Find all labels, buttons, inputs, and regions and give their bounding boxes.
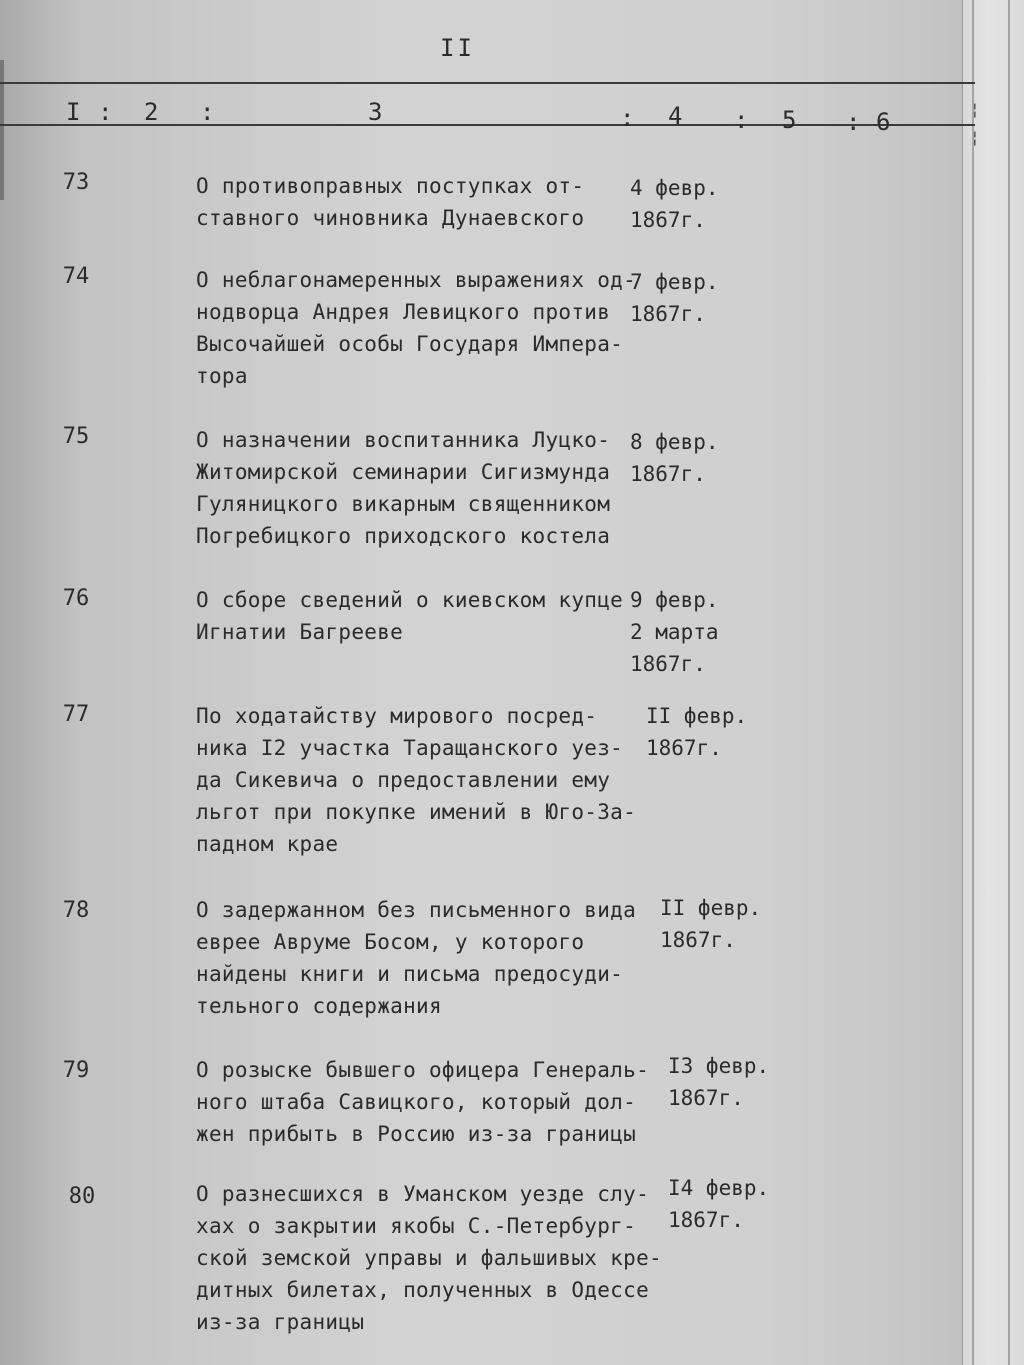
date-line: I3 февр. — [668, 1054, 770, 1078]
entry-line: ставного чиновника Дунаевского — [196, 206, 585, 230]
date-line: 1867г. — [630, 208, 706, 232]
entry-line: да Сикевича о предоставлении ему — [196, 768, 611, 792]
entry-description — [196, 264, 636, 392]
entry-date — [630, 584, 719, 680]
entry-date — [668, 1050, 769, 1114]
entry-line: дитных билетах, полученных в Одессе — [196, 1278, 650, 1302]
page-edge-line — [1008, 0, 1010, 1365]
entry-line: из-за границы — [196, 1310, 365, 1334]
column-separator: : — [734, 106, 749, 134]
entry-line: Игнатии Багрееве — [196, 620, 404, 644]
date-line: 1867г. — [630, 462, 706, 486]
column-separator: : — [846, 108, 861, 136]
entry-line: нодворца Андрея Левицкого против — [196, 300, 611, 324]
entry-date — [668, 1172, 769, 1236]
entry-line: хах о закрытии якобы С.-Петербург- — [196, 1214, 637, 1238]
date-line: 1867г. — [660, 928, 736, 952]
entry-date — [630, 266, 719, 330]
entry-line: О противоправных поступках от- — [196, 174, 585, 198]
entry-line: По ходатайству мирового посред- — [196, 704, 598, 728]
date-line: 9 февр. — [630, 588, 719, 612]
entry-number: 80 — [68, 1184, 96, 1209]
date-line: I4 февр. — [668, 1176, 770, 1200]
entry-line: жен прибыть в Россию из-за границы — [196, 1122, 637, 1146]
entry-line: О розыске бывшего офицера Генераль- — [196, 1058, 650, 1082]
entry-number: 76 — [62, 586, 90, 611]
date-line: 2 марта — [630, 620, 719, 644]
entry-line: О задержанном без письменного вида — [196, 898, 637, 922]
column-header-3: 3 — [368, 98, 383, 126]
entry-line: Житомирской семинарии Сигизмунда — [196, 460, 611, 484]
column-header-1: I — [66, 98, 81, 126]
entry-date — [660, 892, 761, 956]
date-line: 8 февр. — [630, 430, 719, 454]
column-header-5: 5 — [782, 106, 797, 134]
entry-number: 79 — [62, 1058, 90, 1083]
date-line: 1867г. — [646, 736, 722, 760]
entry-line: ного штаба Савицкого, который дол- — [196, 1090, 637, 1114]
entry-description — [196, 1178, 662, 1338]
entry-line: Гуляницкого викарным священником — [196, 492, 611, 516]
entry-line: О назначении воспитанника Луцко- — [196, 428, 611, 452]
entry-description — [196, 424, 636, 552]
entry-line: найдены книги и письма предосуди- — [196, 962, 624, 986]
column-header-2: 2 — [144, 98, 159, 126]
entry-description — [196, 894, 636, 1022]
entry-line: льгот при покупке имений в Юго-За- — [196, 800, 637, 824]
entry-line: ника I2 участка Таращанского уез- — [196, 736, 624, 760]
entry-line: еврее Авруме Босом, у которого — [196, 930, 585, 954]
entry-date — [630, 172, 719, 236]
entry-description — [196, 170, 636, 234]
date-line: 1867г. — [668, 1086, 744, 1110]
page-edge-line — [972, 0, 974, 1365]
entry-line: Высочайшей особы Государя Импера- — [196, 332, 624, 356]
entry-line: О сборе сведений о киевском купце — [196, 588, 624, 612]
entry-description — [196, 584, 636, 648]
entry-line: О разнесшихся в Уманском уезде слу- — [196, 1182, 650, 1206]
column-separator: : — [200, 98, 215, 126]
entry-description — [196, 1054, 650, 1150]
entry-line: О неблагонамеренных выражениях од- — [196, 268, 637, 292]
entry-number: 75 — [62, 424, 90, 449]
column-separator: : — [98, 98, 113, 126]
entry-number: 73 — [62, 170, 90, 195]
entry-number: 74 — [62, 264, 90, 289]
date-line: II февр. — [660, 896, 762, 920]
column-header-6: 6 — [876, 108, 891, 136]
entry-line: Погребицкого приходского костела — [196, 524, 611, 548]
entry-line: ской земской управы и фальшивых кре- — [196, 1246, 662, 1270]
edge-tick-mark: ¦ — [970, 128, 980, 147]
entry-date — [646, 700, 747, 764]
date-line: 4 февр. — [630, 176, 719, 200]
date-line: 1867г. — [630, 302, 706, 326]
entry-number: 77 — [62, 702, 90, 727]
edge-tick-mark: ¦ — [970, 100, 980, 119]
entry-line: падном крае — [196, 832, 339, 856]
entry-line: тора — [196, 364, 248, 388]
header-top-rule — [0, 82, 975, 84]
date-line: 7 февр. — [630, 270, 719, 294]
entry-description — [196, 700, 636, 860]
entry-date — [630, 426, 719, 490]
column-separator: : — [620, 104, 635, 132]
date-line: II февр. — [646, 704, 748, 728]
entry-line: тельного содержания — [196, 994, 442, 1018]
page-number: II — [440, 34, 475, 62]
column-header-4: 4 — [668, 102, 683, 130]
entry-number: 78 — [62, 898, 90, 923]
date-line: 1867г. — [668, 1208, 744, 1232]
date-line: 1867г. — [630, 652, 706, 676]
page-left-edge — [0, 60, 4, 200]
